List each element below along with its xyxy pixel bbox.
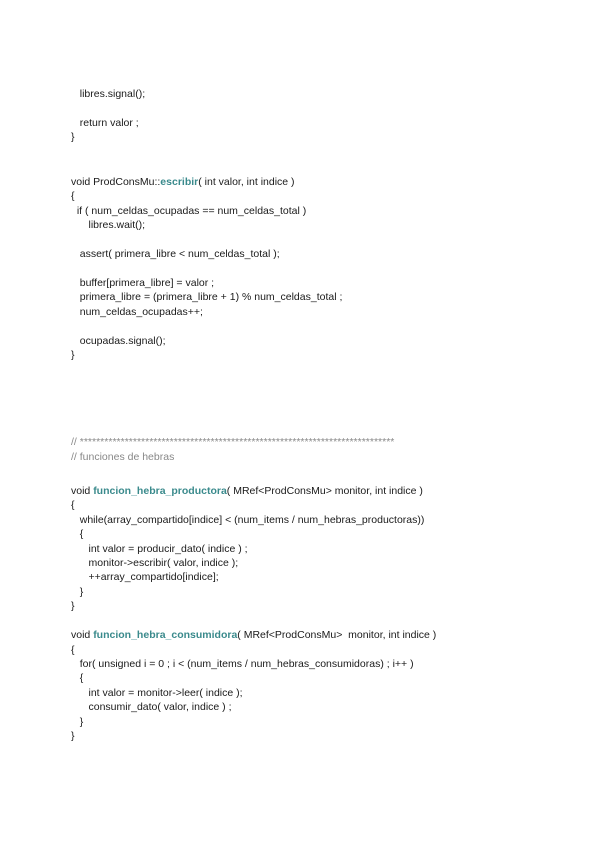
code-text: } — [71, 349, 75, 361]
code-text: assert( primera_libre < num_celdas_total ); — [71, 248, 280, 260]
code-text: ( int valor, int indice ) — [198, 176, 295, 188]
code-line — [71, 499, 75, 512]
code-text: monitor->escribir( valor, indice ); — [71, 557, 239, 569]
code-line — [71, 687, 243, 700]
code-text: consumir_dato( valor, indice ) ; — [71, 701, 232, 713]
code-line — [71, 644, 75, 657]
code-line — [71, 658, 414, 671]
code-text: { — [71, 190, 75, 202]
code-line — [71, 190, 75, 203]
code-line — [71, 306, 203, 319]
code-text: { — [71, 644, 75, 656]
code-text: ++array_compartido[indice]; — [71, 571, 219, 583]
code-text: num_celdas_ocupadas++; — [71, 306, 203, 318]
code-text: if ( num_celdas_ocupadas == num_celdas_total ) — [71, 205, 307, 217]
code-line — [71, 730, 75, 743]
code-text: int valor = producir_dato( indice ) ; — [71, 543, 248, 555]
code-text: void ProdConsMu:: — [71, 176, 161, 188]
code-text: libres.signal(); — [71, 88, 146, 100]
code-text: } — [71, 600, 75, 612]
code-text: } — [71, 730, 75, 742]
code-text: primera_libre = (primera_libre + 1) % num_celdas_total ; — [71, 291, 343, 303]
code-line — [71, 586, 83, 599]
code-line — [71, 335, 166, 348]
code-line — [71, 88, 145, 101]
code-line — [71, 131, 75, 144]
function-name: escribir — [160, 176, 199, 188]
code-line — [71, 557, 238, 570]
code-text: ( MRef<ProdConsMu> monitor, int indice ) — [237, 629, 437, 641]
code-text: void — [71, 629, 94, 641]
code-text: int valor = monitor->leer( indice ); — [71, 687, 243, 699]
code-line — [71, 600, 75, 613]
code-line — [71, 291, 342, 304]
code-line — [71, 528, 83, 541]
code-line — [71, 716, 83, 729]
code-line — [71, 672, 83, 685]
code-line — [71, 277, 214, 290]
code-line — [71, 543, 248, 556]
code-line — [71, 176, 295, 189]
code-text: void — [71, 485, 94, 497]
code-text: { — [71, 499, 75, 511]
code-text: ( MRef<ProdConsMu> monitor, int indice ) — [226, 485, 423, 497]
code-line — [71, 629, 436, 642]
code-line — [71, 205, 306, 218]
code-text: } — [71, 586, 84, 598]
code-line — [71, 349, 75, 362]
code-text: for( unsigned i = 0 ; i < (num_items / num_hebras_consumidoras) ; i++ ) — [71, 658, 414, 670]
code-text: libres.wait(); — [71, 219, 146, 231]
code-comment: // ***************************************************************************** — [71, 436, 395, 448]
code-line — [71, 117, 139, 130]
code-line — [71, 219, 145, 232]
code-text: while(array_compartido[indice] < (num_items / num_hebras_productoras)) — [71, 514, 425, 526]
code-line — [71, 571, 219, 584]
function-name: funcion_hebra_consumidora — [93, 629, 238, 641]
code-text: return valor ; — [71, 117, 139, 129]
code-line — [71, 451, 174, 464]
code-text: { — [71, 528, 84, 540]
code-text: } — [71, 131, 75, 143]
code-line — [71, 436, 394, 449]
code-text: { — [71, 672, 84, 684]
code-line — [71, 514, 424, 527]
code-line — [71, 701, 231, 714]
function-name: funcion_hebra_productora — [93, 485, 227, 497]
code-text: buffer[primera_libre] = valor ; — [71, 277, 215, 289]
code-comment: // funciones de hebras — [71, 451, 175, 463]
code-text: ocupadas.signal(); — [71, 335, 166, 347]
code-line — [71, 248, 280, 261]
code-text: } — [71, 716, 84, 728]
code-line — [71, 485, 423, 498]
